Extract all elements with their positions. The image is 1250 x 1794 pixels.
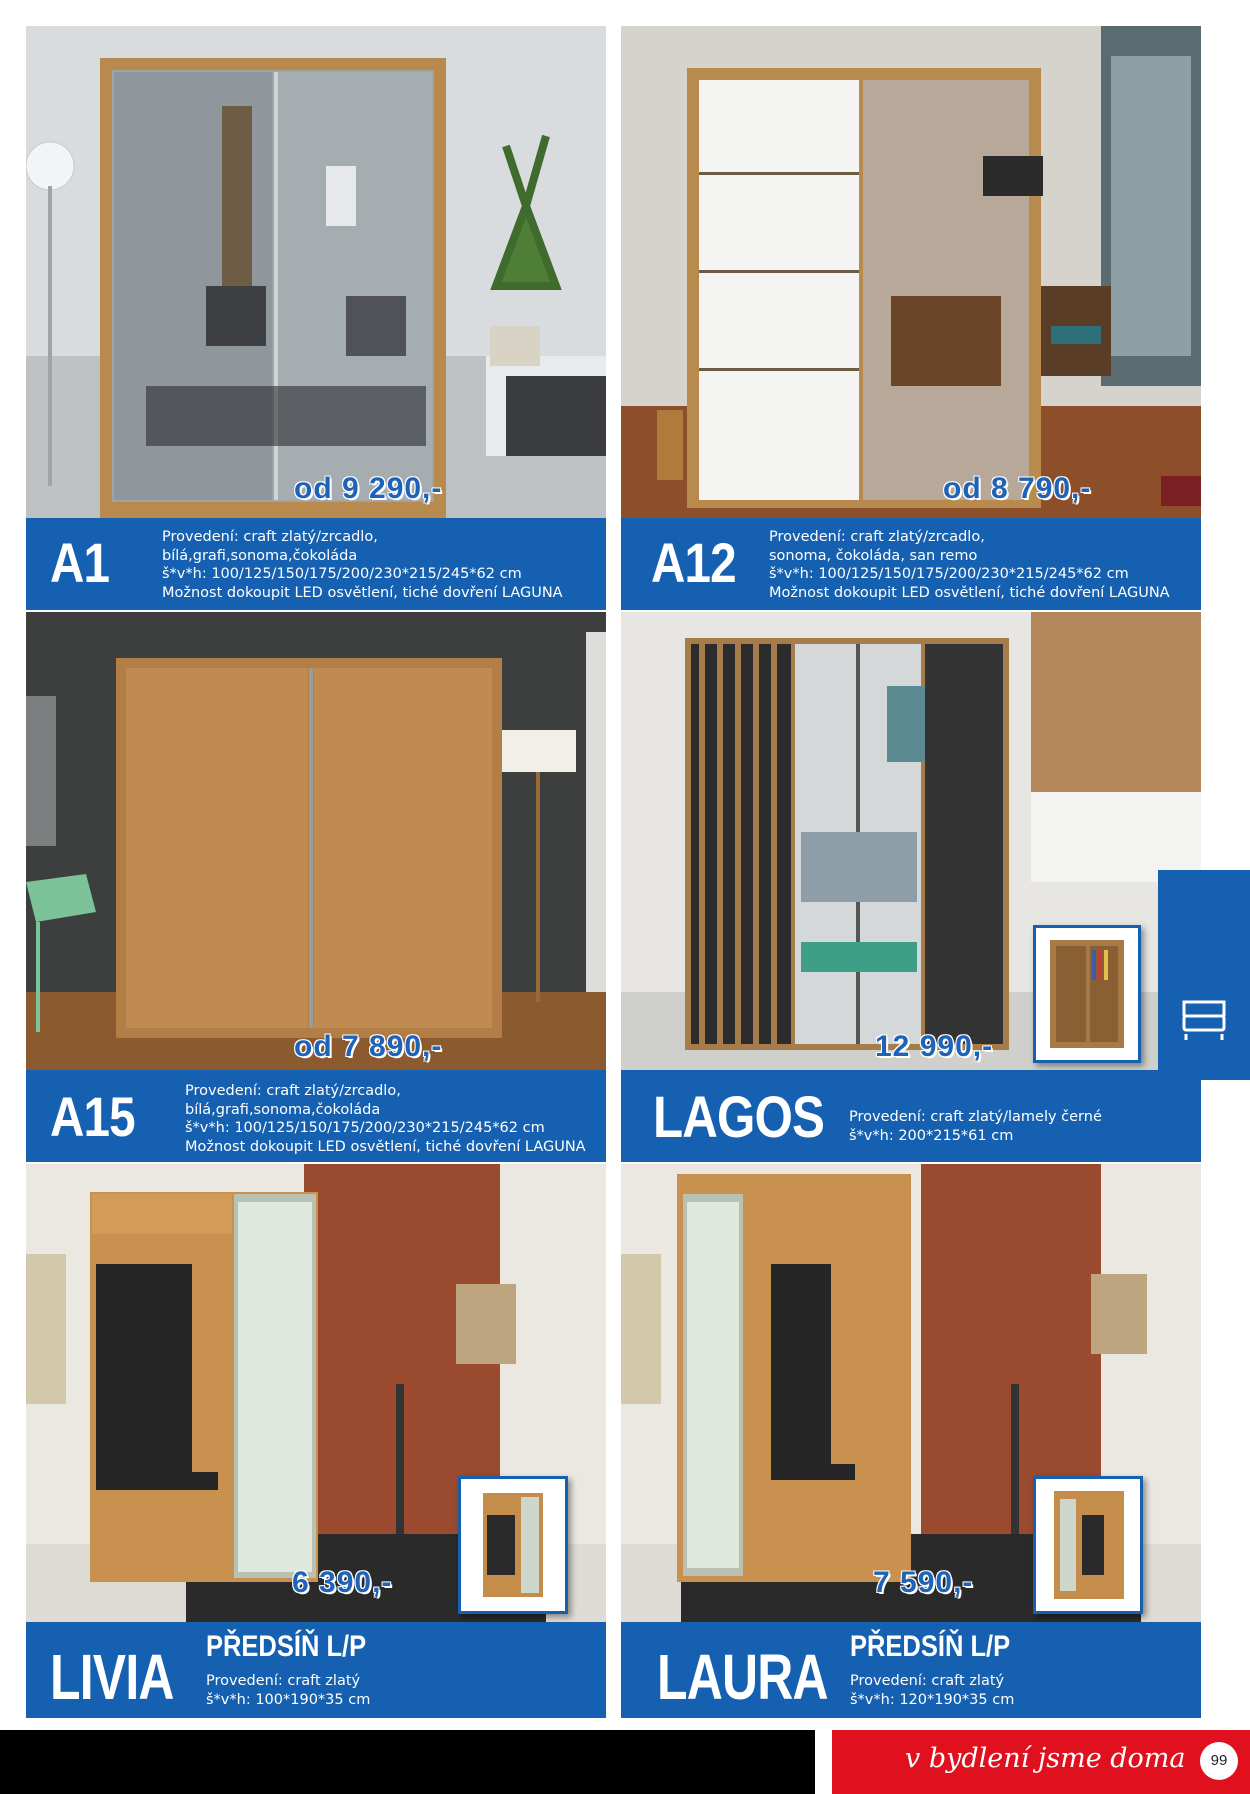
desc-line: š*v*h: 200*215*61 cm [849, 1127, 1014, 1144]
product-panel-a1 [26, 26, 606, 518]
model-name-lagos: LAGOS [653, 1085, 825, 1150]
price-a12: od 8 790,- [943, 472, 1092, 505]
price-livia: 6 390,- [292, 1566, 393, 1599]
subtitle-laura: PŘEDSÍŇ L/P [850, 1630, 1011, 1663]
desc-line: bílá,grafi,sonoma,čokoláda [185, 1101, 381, 1118]
bed-icon [1158, 870, 1250, 1080]
desc-line: š*v*h: 120*190*35 cm [850, 1691, 1015, 1708]
desc-line: Provedení: craft zlatý/zrcadlo, [162, 529, 378, 545]
model-name-a1: A1 [50, 531, 110, 594]
desc-line: Provedení: craft zlatý/lamely černé [849, 1109, 1102, 1125]
desc-line: Provedení: craft zlatý [206, 1673, 361, 1689]
subtitle-livia: PŘEDSÍŇ L/P [206, 1630, 367, 1663]
model-name-laura: LAURA [657, 1641, 828, 1713]
desc-line: Možnost dokoupit LED osvětlení, tiché dovření LAGUNA [162, 584, 563, 601]
thumbnail-livia [458, 1476, 568, 1614]
model-name-livia: LIVIA [50, 1641, 174, 1713]
description-a1 [162, 528, 563, 602]
thumbnail-laura-image [1036, 1479, 1140, 1611]
desc-line: š*v*h: 100/125/150/175/200/230*215/245*62 cm [769, 566, 1129, 582]
product-photo-a12 [621, 26, 1201, 518]
price-laura: 7 590,- [873, 1566, 974, 1599]
model-name-a15: A15 [50, 1085, 135, 1148]
desc-line: sonoma, čokoláda, san remo [769, 547, 978, 564]
thumbnail-livia-image [461, 1479, 565, 1611]
info-band-lagos [621, 1070, 1201, 1162]
product-photo-a1 [26, 26, 606, 518]
desc-line: š*v*h: 100/125/150/175/200/230*215/245*62 cm [185, 1120, 545, 1136]
desc-line: Možnost dokoupit LED osvětlení, tiché dovření LAGUNA [185, 1138, 586, 1155]
desc-line: Provedení: craft zlatý/zrcadlo, [769, 529, 985, 545]
desc-line: bílá,grafi,sonoma,čokoláda [162, 547, 358, 564]
description-livia [206, 1672, 370, 1709]
product-panel-a15 [26, 612, 606, 1070]
product-photo-a15 [26, 612, 606, 1070]
info-band-a15 [26, 1070, 606, 1162]
description-laura [850, 1672, 1014, 1709]
footer-black-bar [0, 1730, 815, 1794]
footer-slogan: v bydlení jsme doma [905, 1743, 1186, 1774]
info-band-a12 [621, 518, 1201, 610]
price-a1: od 9 290,- [294, 472, 443, 505]
desc-line: Možnost dokoupit LED osvětlení, tiché dovření LAGUNA [769, 584, 1170, 601]
description-lagos [849, 1108, 1102, 1145]
price-a15: od 7 890,- [294, 1030, 443, 1063]
thumbnail-lagos-interior [1033, 925, 1141, 1063]
thumbnail-lagos-image [1036, 928, 1138, 1060]
price-lagos: 12 990,- [875, 1030, 994, 1063]
desc-line: Provedení: craft zlatý/zrcadlo, [185, 1083, 401, 1099]
product-panel-a12 [621, 26, 1201, 518]
info-band-laura [621, 1622, 1201, 1718]
info-band-livia [26, 1622, 606, 1718]
desc-line: Provedení: craft zlatý [850, 1673, 1005, 1689]
description-a15 [185, 1082, 586, 1156]
info-band-a1 [26, 518, 606, 610]
description-a12 [769, 528, 1170, 602]
desc-line: š*v*h: 100/125/150/175/200/230*215/245*62 cm [162, 566, 522, 582]
desc-line: š*v*h: 100*190*35 cm [206, 1691, 371, 1708]
page-number: 99 [1200, 1742, 1238, 1780]
category-side-tab[interactable] [1158, 870, 1250, 1080]
model-name-a12: A12 [651, 531, 736, 594]
thumbnail-laura [1033, 1476, 1143, 1614]
